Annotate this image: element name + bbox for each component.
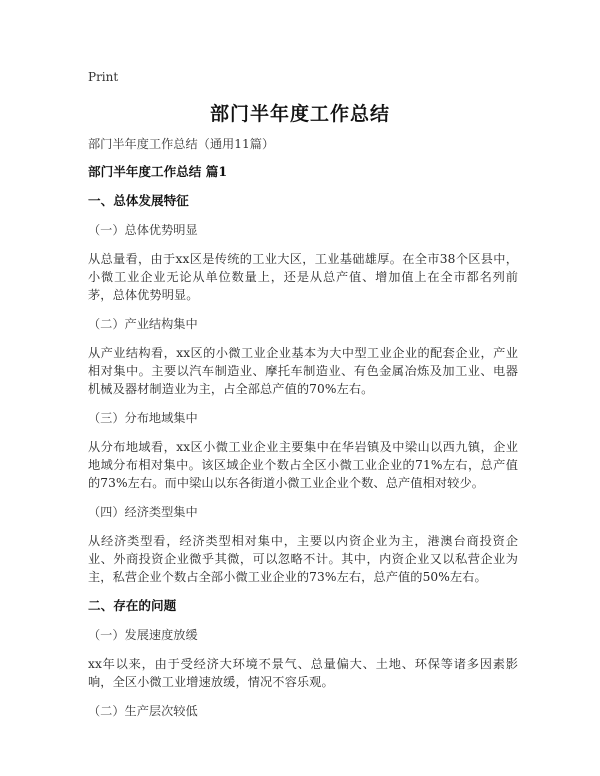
paragraph-economic-type: 从经济类型看，经济类型相对集中，主要以内资企业为主，港澳台商投资企业、外商投资企业微乎其微，可以忽略不计。其中，内资企业又以私营企业为主，私营企业个数占全部小微工业企业的73%左右，总产值的50%左右。 — [88, 534, 518, 584]
subsection-heading-regional-distribution: （三）分布地域集中 — [88, 411, 198, 425]
subsection-heading-low-production-level: （二）生产层次较低 — [88, 704, 198, 718]
page-title: 部门半年度工作总结 — [209, 103, 390, 125]
subsection-heading-overall-advantage: （一）总体优势明显 — [88, 223, 198, 237]
paragraph-industry-structure: 从产业结构看，xx区的小微工业企业基本为大中型工业企业的配套企业，产业相对集中。主要以汽车制造业、摩托车制造业、有色金属冶炼及加工业、电器机械及器材制造业为主，占全部总产值的70%左右。 — [88, 346, 518, 396]
paragraph-regional-distribution: 从分布地域看，xx区小微工业企业主要集中在华岩镇及中梁山以西九镇，企业地域分布相对集中。该区域企业个数占全区小微工业企业的71%左右，总产值的73%左右。而中梁山以东各街道小微工业企业个数、总产值相对较少。 — [88, 440, 518, 490]
paragraph-overall-advantage: 从总量看，由于xx区是传统的工业大区，工业基础雄厚。在全市38个区县中，小微工业企业无论从单位数量上，还是从总产值、增加值上在全市都名列前茅，总体优势明显。 — [88, 252, 518, 302]
document-body — [88, 135, 518, 731]
section-heading-existing-problems: 二、存在的问题 — [88, 598, 177, 613]
paragraph-growth-slowdown: xx年以来，由于受经济大环境不景气、总量偏大、土地、环保等诸多因素影响，全区小微工业增速放缓，情况不容乐观。 — [88, 657, 518, 689]
subsection-heading-growth-slowdown: （一）发展速度放缓 — [88, 628, 198, 642]
print-label[interactable]: Print — [88, 70, 119, 84]
section-heading-overall-features: 一、总体发展特征 — [88, 193, 189, 208]
subsection-heading-economic-type: （四）经济类型集中 — [88, 505, 198, 519]
article-heading: 部门半年度工作总结 篇1 — [88, 164, 228, 179]
document-subtitle: 部门半年度工作总结（通用11篇） — [88, 137, 275, 151]
subsection-heading-industry-structure: （二）产业结构集中 — [88, 317, 198, 331]
